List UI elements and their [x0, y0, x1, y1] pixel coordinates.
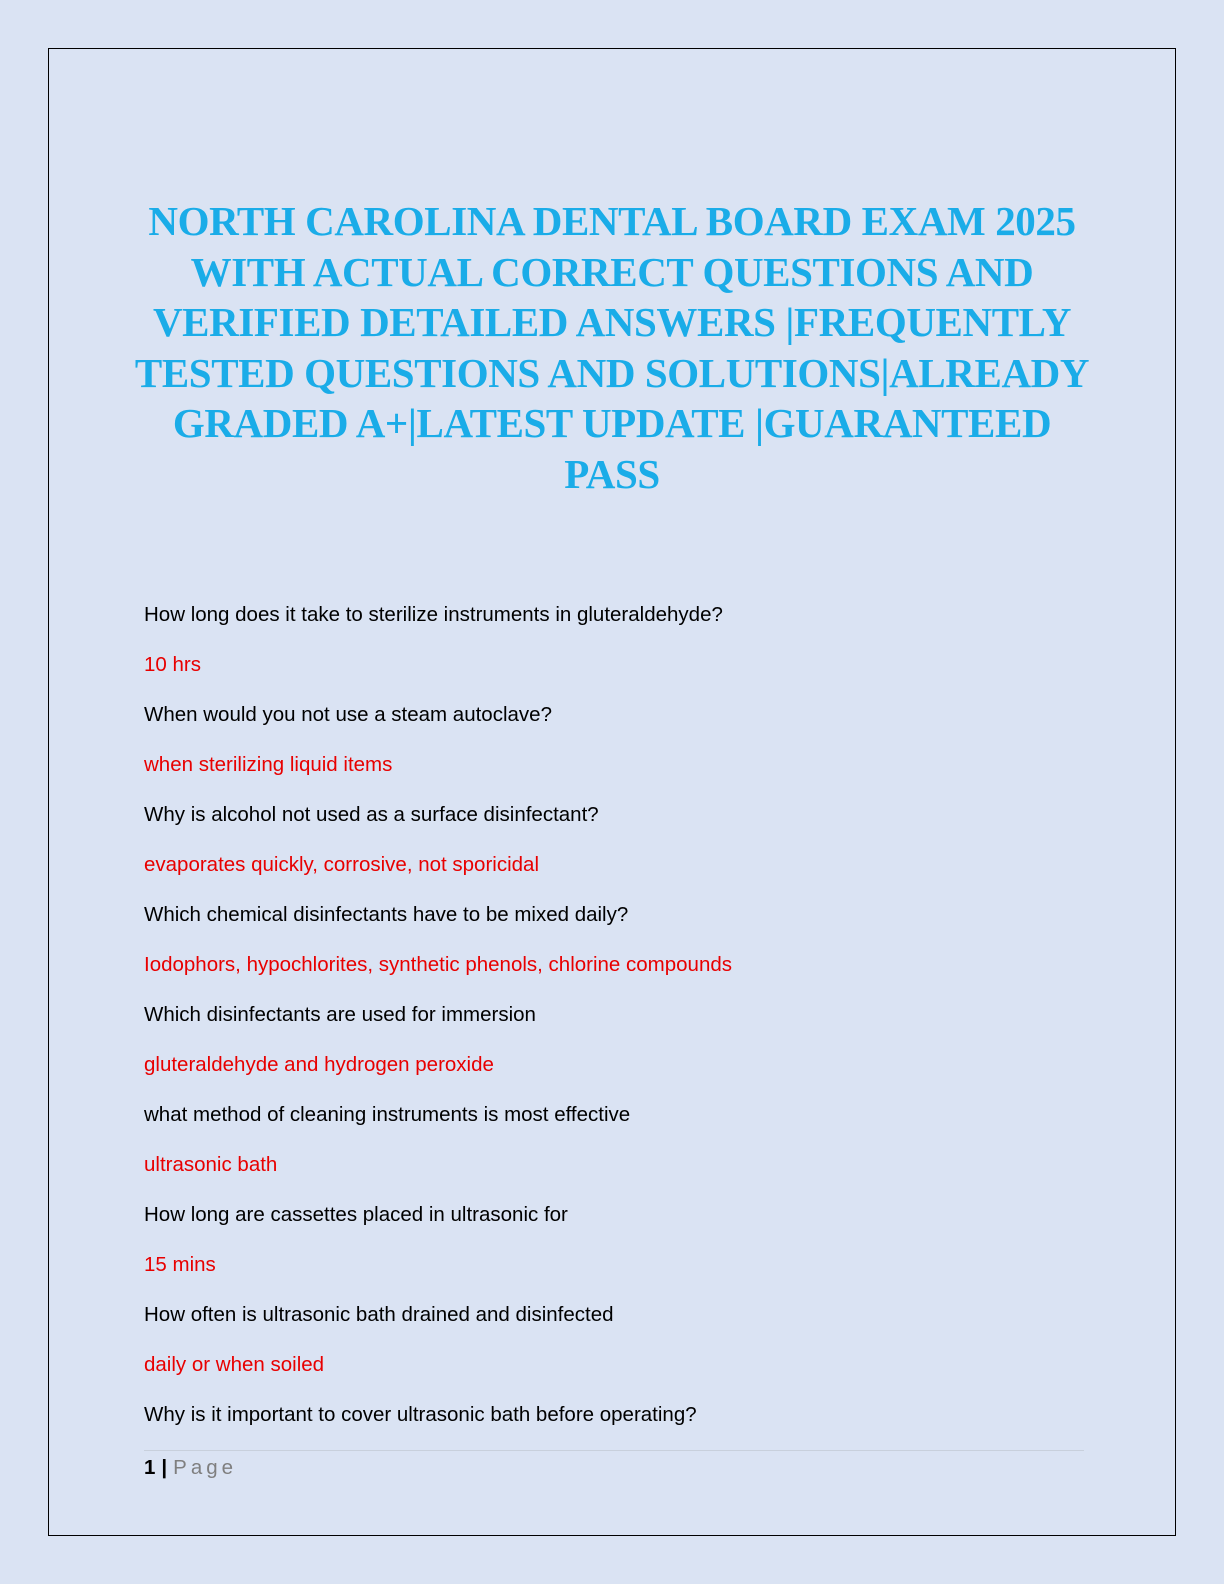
answer-text: 10 hrs [144, 653, 201, 676]
answer-text: ultrasonic bath [144, 1153, 278, 1176]
answer-text: evaporates quickly, corrosive, not sporicidal [144, 853, 539, 876]
page-label: Page [173, 1456, 238, 1479]
question-text: Why is alcohol not used as a surface disinfectant? [144, 803, 599, 826]
question-text: Why is it important to cover ultrasonic bath before operating? [144, 1403, 697, 1426]
answer-text: Iodophors, hypochlorites, synthetic phenols, chlorine compounds [144, 953, 733, 976]
question-text: Which disinfectants are used for immersion [144, 1003, 536, 1026]
question-text: How long does it take to sterilize instruments in gluteraldehyde? [144, 603, 723, 626]
question-text: When would you not use a steam autoclave? [144, 703, 552, 726]
answer-text: when sterilizing liquid items [144, 753, 393, 776]
question-text: what method of cleaning instruments is most effective [144, 1103, 631, 1126]
document-title: NORTH CAROLINA DENTAL BOARD EXAM 2025 WITH ACTUAL CORRECT QUESTIONS AND VERIFIED DETAILED ANSWERS |FREQUENTLY TESTED QUESTIONS AND SOLUTIONS|ALREADY GRADED A+|LATEST UPDATE |GUARANTEED PASS [134, 198, 1090, 497]
footer-separator: | [161, 1456, 168, 1479]
footer-divider [144, 1450, 1084, 1451]
page-number: 1 [144, 1456, 156, 1479]
page-footer [144, 1456, 237, 1480]
answer-text: gluteraldehyde and hydrogen peroxide [144, 1053, 494, 1076]
question-text: Which chemical disinfectants have to be mixed daily? [144, 903, 629, 926]
question-text: How often is ultrasonic bath drained and disinfected [144, 1303, 614, 1326]
question-answer-list [144, 603, 1094, 1453]
answer-text: 15 mins [144, 1253, 216, 1276]
question-text: How long are cassettes placed in ultrasonic for [144, 1203, 568, 1226]
answer-text: daily or when soiled [144, 1353, 325, 1376]
